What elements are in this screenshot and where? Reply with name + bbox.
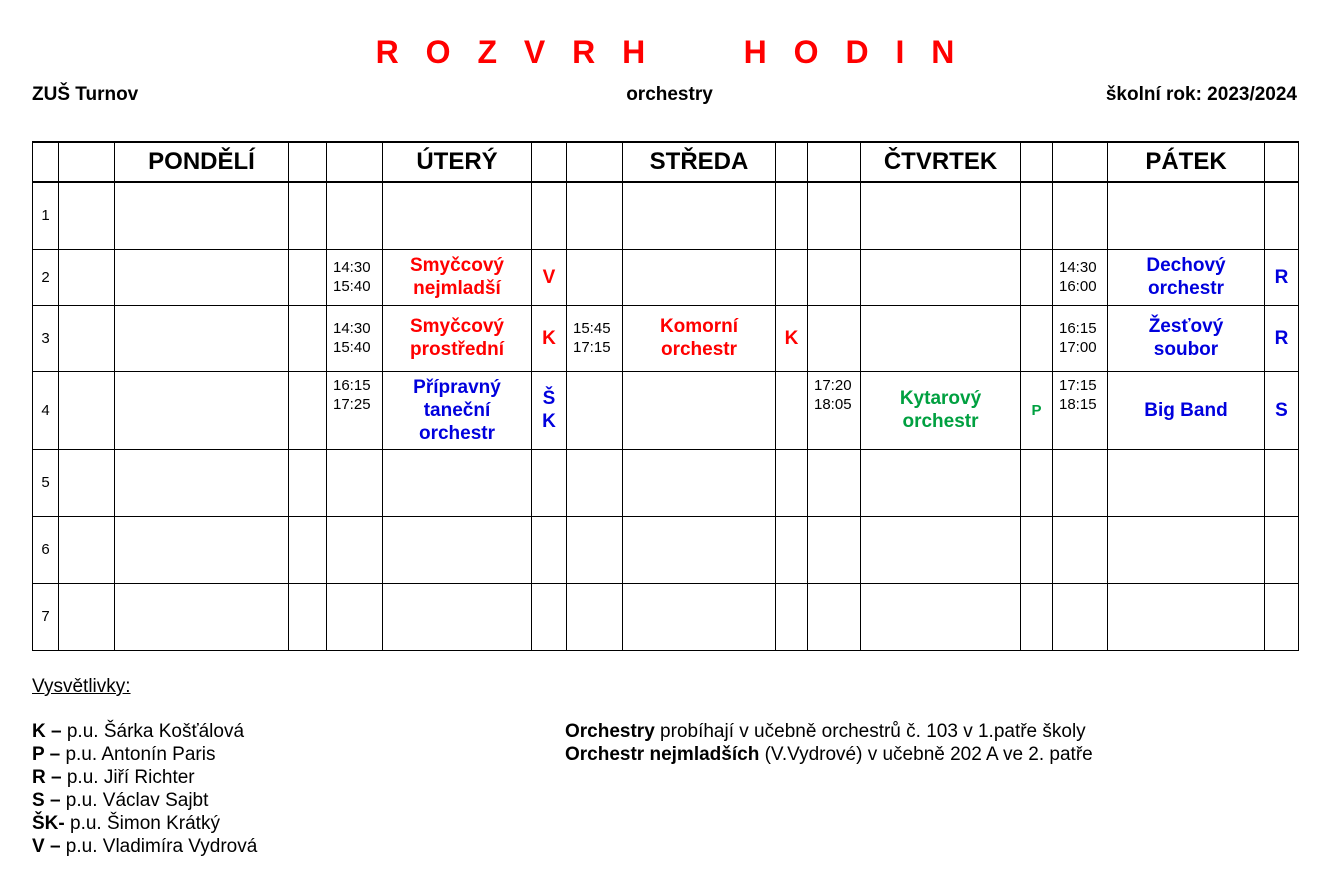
lesson-name: Smyčcový nejmladší bbox=[383, 249, 532, 305]
page-title: R O Z V R H H O D I N bbox=[375, 34, 964, 70]
row-number: 6 bbox=[33, 516, 59, 583]
teacher-code: S bbox=[1265, 371, 1299, 449]
day-header-row bbox=[33, 142, 1299, 182]
row-number: 4 bbox=[33, 371, 59, 449]
lesson-time: 17:20 18:05 bbox=[808, 371, 861, 449]
teacher-code: P bbox=[1021, 371, 1053, 449]
legend-item: ŠK- p.u. Šimon Krátký bbox=[32, 813, 220, 834]
note-line: Orchestr nejmladších (V.Vydrové) v učebně 202 A ve 2. patře bbox=[565, 744, 1093, 765]
school-year: školní rok: 2023/2024 bbox=[1105, 84, 1297, 105]
lesson-time: 17:15 18:15 bbox=[1053, 371, 1108, 449]
note-line: Orchestry probíhají v učebně orchestrů č. 103 v 1.patře školy bbox=[565, 721, 1086, 742]
lesson-time: 16:15 17:00 bbox=[1053, 305, 1108, 371]
table-row bbox=[33, 305, 1299, 371]
teacher-code: Š K bbox=[532, 371, 567, 449]
legend-item: P – p.u. Antonín Paris bbox=[32, 744, 216, 765]
location-notes bbox=[565, 720, 1093, 766]
row-number: 3 bbox=[33, 305, 59, 371]
table-row bbox=[33, 583, 1299, 650]
legend-item: V – p.u. Vladimíra Vydrová bbox=[32, 836, 258, 857]
legend-item: R – p.u. Jiří Richter bbox=[32, 767, 195, 788]
lesson-name: Žesťový soubor bbox=[1108, 305, 1265, 371]
table-row bbox=[33, 249, 1299, 305]
lesson-time: 15:45 17:15 bbox=[567, 305, 623, 371]
row-number: 5 bbox=[33, 449, 59, 516]
day-thursday: ČTVRTEK bbox=[861, 142, 1021, 182]
school-name: ZUŠ Turnov bbox=[32, 84, 139, 105]
lesson-time: 14:30 15:40 bbox=[327, 305, 383, 371]
lesson-name: Big Band bbox=[1108, 371, 1265, 449]
lesson-name: Komorní orchestr bbox=[623, 305, 776, 371]
lesson-name: Kytarový orchestr bbox=[861, 371, 1021, 449]
teacher-code: R bbox=[1265, 249, 1299, 305]
table-row bbox=[33, 449, 1299, 516]
lesson-time: 14:30 16:00 bbox=[1053, 249, 1108, 305]
table-row bbox=[33, 182, 1299, 249]
day-wednesday: STŘEDA bbox=[623, 142, 776, 182]
row-number: 7 bbox=[33, 583, 59, 650]
teacher-code: K bbox=[776, 305, 808, 371]
lesson-name: Přípravný taneční orchestr bbox=[383, 371, 532, 449]
row-number: 2 bbox=[33, 249, 59, 305]
day-monday: PONDĚLÍ bbox=[115, 142, 289, 182]
teacher-code: R bbox=[1265, 305, 1299, 371]
day-tuesday: ÚTERÝ bbox=[383, 142, 532, 182]
legend-item: K – p.u. Šárka Košťálová bbox=[32, 721, 245, 742]
row-number: 1 bbox=[33, 182, 59, 249]
schedule-subject: orchestry bbox=[626, 84, 713, 105]
lesson-time: 16:15 17:25 bbox=[327, 371, 383, 449]
lesson-name: Smyčcový prostřední bbox=[383, 305, 532, 371]
schedule-table bbox=[32, 141, 1299, 651]
table-row bbox=[33, 516, 1299, 583]
teacher-code: K bbox=[532, 305, 567, 371]
legend-item: S – p.u. Václav Sajbt bbox=[32, 790, 209, 811]
legend-title: Vysvětlivky: bbox=[32, 676, 131, 697]
legend-list bbox=[32, 720, 257, 858]
lesson-time: 14:30 15:40 bbox=[327, 249, 383, 305]
table-row bbox=[33, 371, 1299, 449]
lesson-name: Dechový orchestr bbox=[1108, 249, 1265, 305]
day-friday: PÁTEK bbox=[1108, 142, 1265, 182]
teacher-code: V bbox=[532, 249, 567, 305]
